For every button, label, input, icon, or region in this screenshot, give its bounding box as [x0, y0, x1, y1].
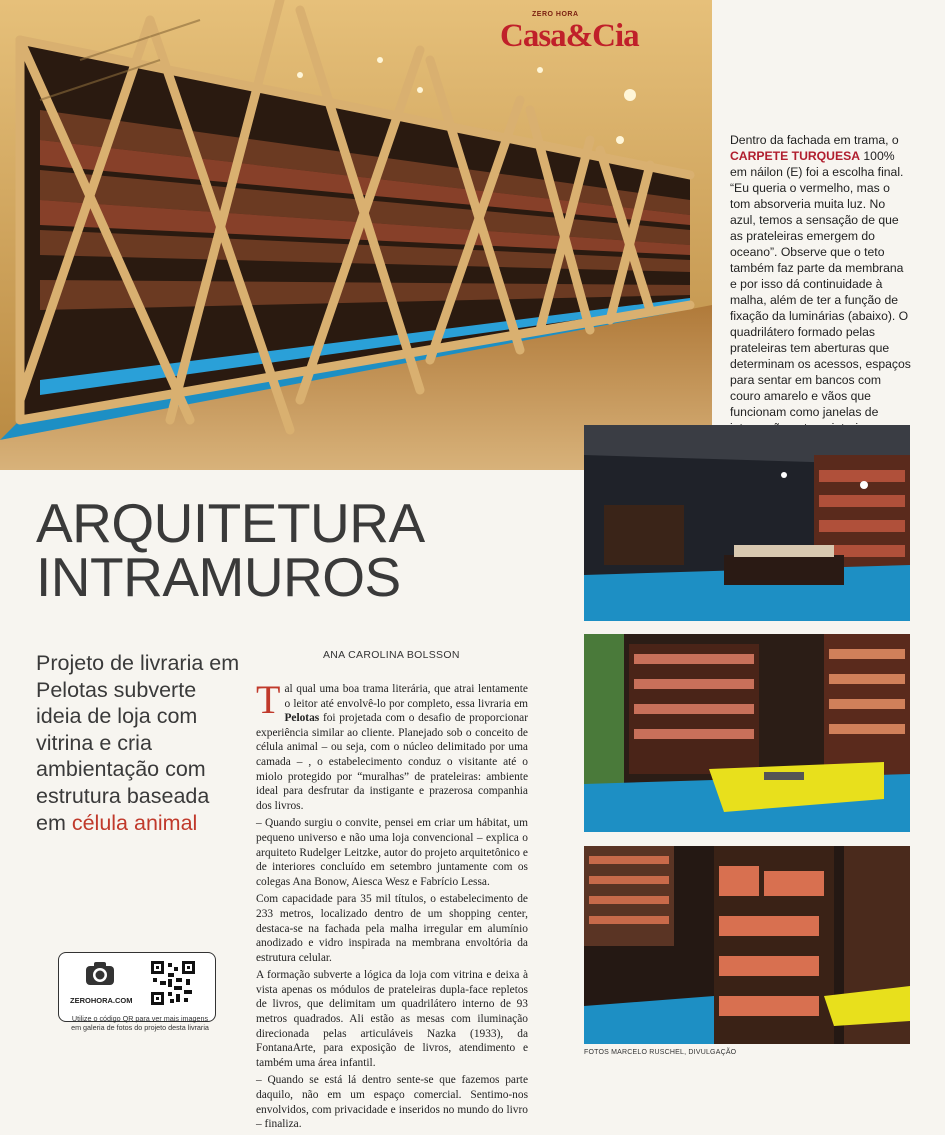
- photo-caption: [730, 132, 912, 452]
- headline-line2: INTRAMUROS: [36, 546, 401, 608]
- body-bold-place: Pelotas: [284, 712, 320, 725]
- article-headline: [36, 492, 576, 608]
- byline: ANA CAROLINA BOLSSON: [323, 649, 460, 661]
- deck-accent: célula animal: [71, 810, 198, 835]
- caption-part1: Dentro da fachada em trama, o: [730, 133, 899, 147]
- deck-main: Projeto de livraria em Pelotas subverte ideia de loja com vitrina e cria ambientação com estrutura baseada em: [36, 651, 240, 835]
- body-paragraph: – Quando surgiu o convite, pensei em criar um hábitat, um pequeno universo e não uma loja convencional – explica o arquiteto Rudelger Leitzke, autor do projeto arquitetônico e de interiores concluído em setembro juntamente com os colegas Ana Bonow, Aiesca Wesz e Fabrício Lessa.: [256, 817, 528, 888]
- article-body: [256, 677, 528, 1135]
- article-deck: [36, 650, 241, 836]
- photo-reading-area: [584, 634, 910, 832]
- body-text: foi projetada com o desafio de proporcionar experiência similar ao cliente. Planejado sob o conceito de célula animal – ou seja, com o núcleo delimitado por uma camada – , o estabelecimento conduz o visitante até o miolo protegido por “muralhas” de prateleiras: ambiente ideal para desfrutar da instigante e prazerosa companhia dos livros.: [256, 712, 528, 812]
- headline-line1: ARQUITETURA: [36, 492, 425, 554]
- photo-credit: FOTOS MARCELO RUSCHEL, DIVULGAÇÃO: [584, 1049, 737, 1056]
- body-paragraph: [256, 677, 528, 813]
- qr-code-icon[interactable]: [151, 961, 195, 1005]
- magazine-brand: [500, 8, 700, 56]
- body-paragraph: – Quando se está lá dentro sente-se que fazemos parte daquilo, não em um espaço comercial. Sentimo-nos envolvidos, com privacidade e inseridos no mundo do livro – finaliza.: [256, 1074, 528, 1131]
- photo-shelves-bench: [584, 846, 910, 1044]
- photo-bookstore-interior: [584, 425, 910, 621]
- body-paragraph: Com capacidade para 35 mil títulos, o estabelecimento de 233 metros, localizado dentro de um shopping center, destaca-se na fachada pela malha irregular em alumínio anodizado e vidro inspirada na membrana envoltória da estrutura celular.: [256, 893, 528, 964]
- brand-name: Casa&Cia: [500, 18, 639, 54]
- qr-promo-box[interactable]: [58, 952, 216, 1022]
- qr-caption: Utilize o código QR para ver mais imagens em galeria de fotos do projeto desta livraria: [71, 1014, 209, 1032]
- caption-part2: 100% em náilon (E) foi a escolha final. “Eu queria o vermelho, mas o tom absorveria muita luz. No azul, temos a sensação de que as prateleiras emergem do oceano”. Observe que o teto também faz parte da membrana e por isso dá continuidade à malha, além de ter a função de fixação da luminárias (abaixo). O quadrilátero formado pelas prateleiras tem aberturas que determinam os acessos, espaços para sentar em bancos com couro amarelo e vãos que funcionam como janelas de: [730, 149, 911, 419]
- dropcap: T: [256, 677, 281, 722]
- hero-photo: [0, 0, 712, 470]
- site-link[interactable]: ZEROHORA.COM: [70, 996, 133, 1005]
- body-paragraph: A formação subverte a lógica da loja com vitrina e deixa à vista apenas os módulos de prateleiras dupla-face repletos de livros, que delimitam um quadrilátero interno de 93 metros quadrados. Ali estão as mesas com iluminação direcionada pelas articuláveis Nazka (1933), da FontanaArte, para exposição de livros, atendimento e também uma área infantil.: [256, 969, 528, 1069]
- brand-kicker: ZERO HORA: [532, 11, 579, 18]
- caption-highlight: CARPETE TURQUESA: [730, 149, 861, 163]
- body-text: al qual uma boa trama literária, que atrai lentamente o leitor até envolvê-lo por completo, essa livraria em: [284, 683, 528, 710]
- camera-icon: [85, 961, 115, 987]
